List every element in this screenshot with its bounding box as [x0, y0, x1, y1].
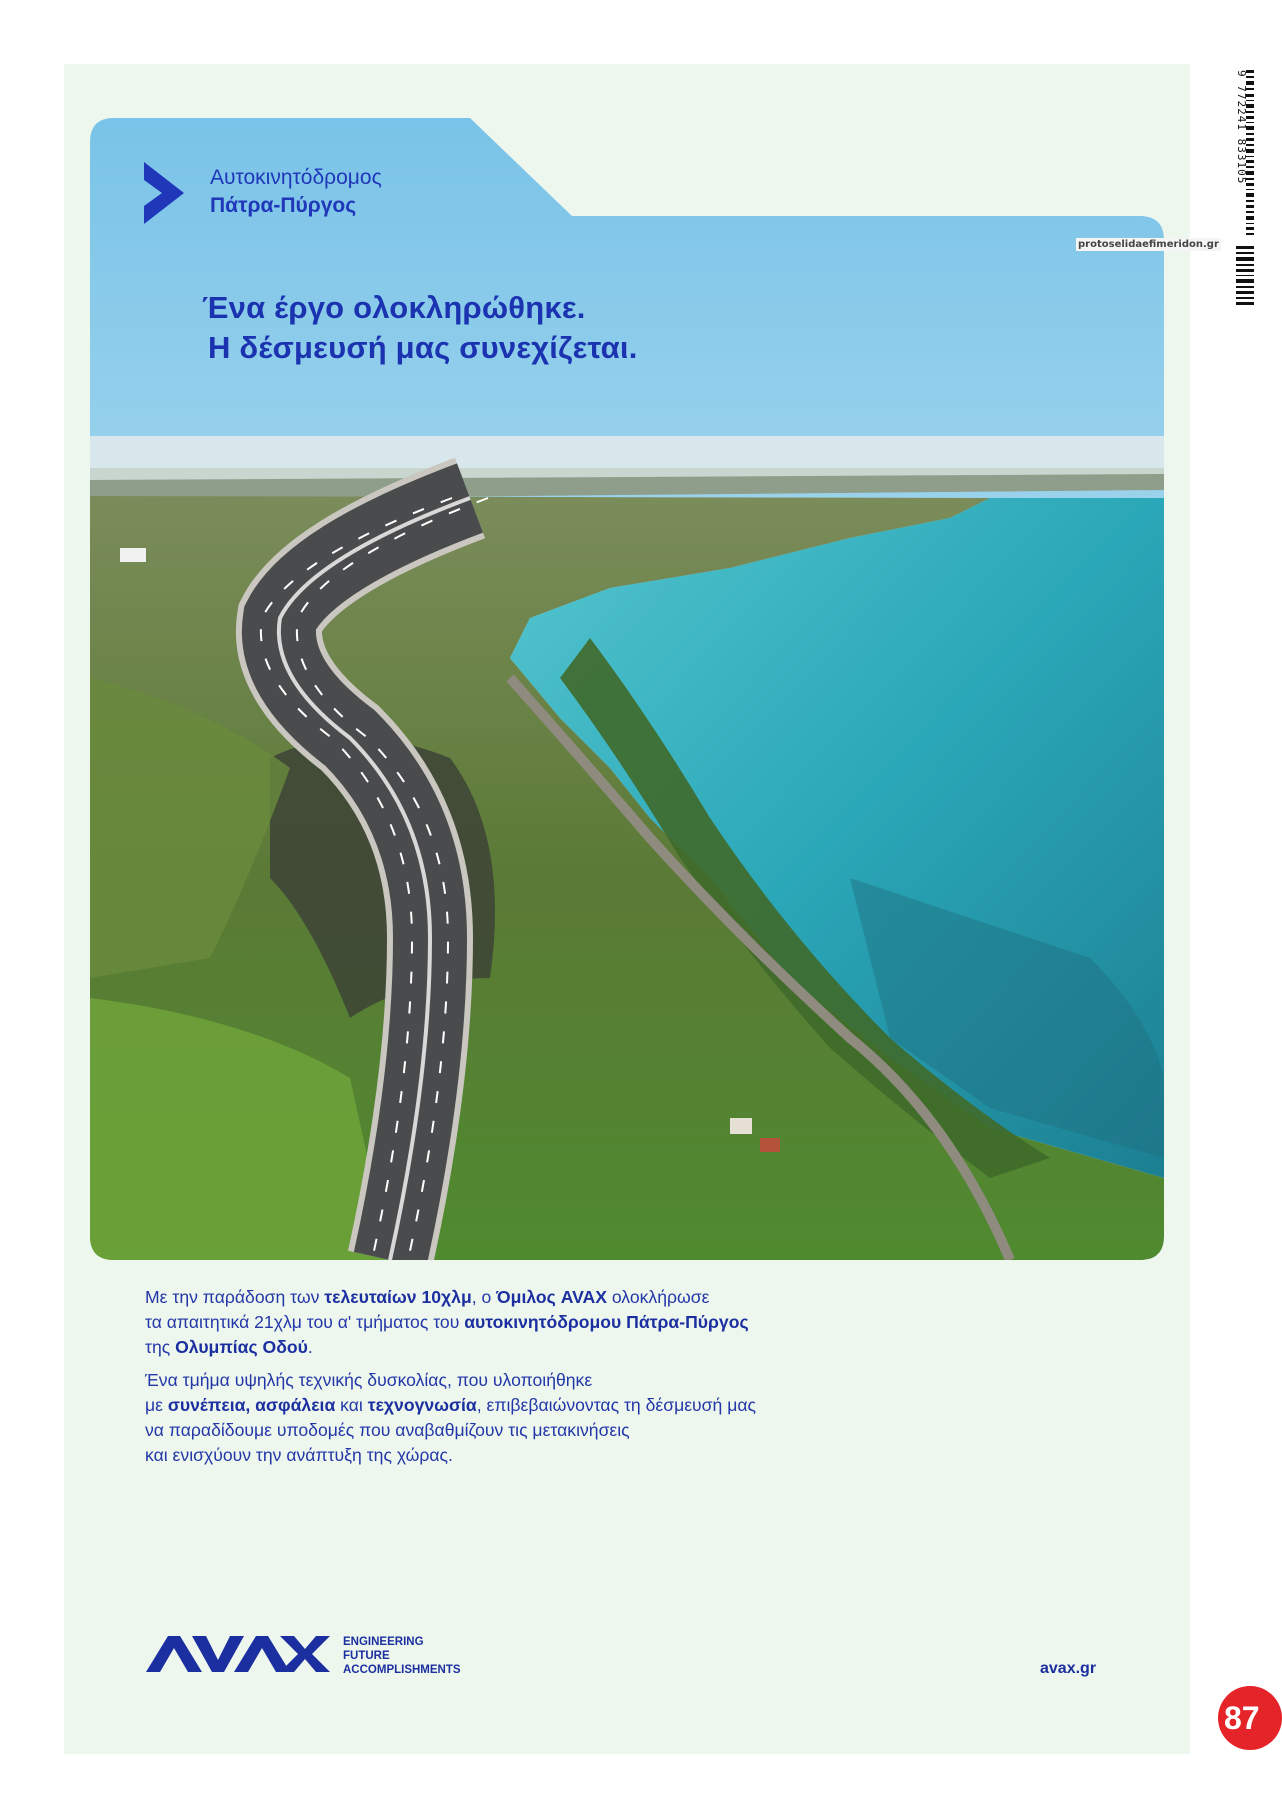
bold-run: συνέπεια, ασφάλεια — [167, 1395, 336, 1415]
avax-wordmark-icon — [146, 1632, 330, 1678]
website-link[interactable]: avax.gr — [1040, 1660, 1097, 1677]
text-run: Με την παράδοση των — [145, 1287, 325, 1307]
text-run: ολοκλήρωσε — [606, 1287, 710, 1307]
headline-line1: Ένα έργο ολοκληρώθηκε. — [202, 290, 586, 325]
text-run: Ένα τμήμα υψηλής τεχνικής δυσκολίας, που υλοποιήθηκε — [145, 1370, 593, 1390]
watermark: protoselidaefimeridon.gr — [1078, 239, 1219, 250]
body-paragraph-1 — [145, 1285, 905, 1360]
body-paragraph-2 — [145, 1368, 905, 1468]
text-run: , ο — [471, 1287, 497, 1307]
tagline-line: FUTURE — [343, 1650, 390, 1662]
tagline-line: ENGINEERING — [343, 1636, 424, 1648]
body-copy — [145, 1285, 905, 1476]
headline-line2: Η δέσμευσή μας συνεχίζεται. — [208, 330, 638, 365]
text-run: με — [145, 1395, 168, 1415]
text-run: τα απαιτητικά 21χλμ του α' τμήματος του — [145, 1312, 465, 1332]
bold-run: τελευταίων 10χλμ — [324, 1287, 472, 1307]
text-run: . — [307, 1337, 313, 1357]
text-run: και ενισχύουν την ανάπτυξη της χώρας. — [145, 1445, 453, 1465]
hero-image — [90, 118, 1164, 1260]
bold-run: τεχνογνωσία — [367, 1395, 477, 1415]
headline — [202, 288, 638, 368]
bold-run: Όμιλος AVAX — [496, 1287, 607, 1307]
tagline-line: ACCOMPLISHMENTS — [343, 1664, 461, 1676]
tagline — [343, 1635, 461, 1677]
barcode-digits: 9 772241 833105 — [1235, 70, 1248, 185]
text-run: να παραδίδουμε υποδομές που αναβαθμίζουν τις μετακινήσεις — [145, 1420, 630, 1440]
bold-run: Ολυμπίας Οδού — [175, 1337, 308, 1357]
avax-logo — [146, 1632, 461, 1678]
text-run: , επιβεβαιώνοντας τη δέσμευσή μας — [476, 1395, 756, 1415]
brand-name-line1: Αυτοκινητόδρομος — [210, 166, 382, 189]
brand-chevron-icon — [144, 162, 184, 224]
page-number-badge: 87 — [1218, 1686, 1282, 1750]
text-run: και — [335, 1395, 368, 1415]
bold-run: αυτοκινητόδρομου Πάτρα-Πύργος — [464, 1312, 749, 1332]
text-run: της — [145, 1337, 176, 1357]
brand-name-line2: Πάτρα-Πύργος — [210, 194, 357, 217]
